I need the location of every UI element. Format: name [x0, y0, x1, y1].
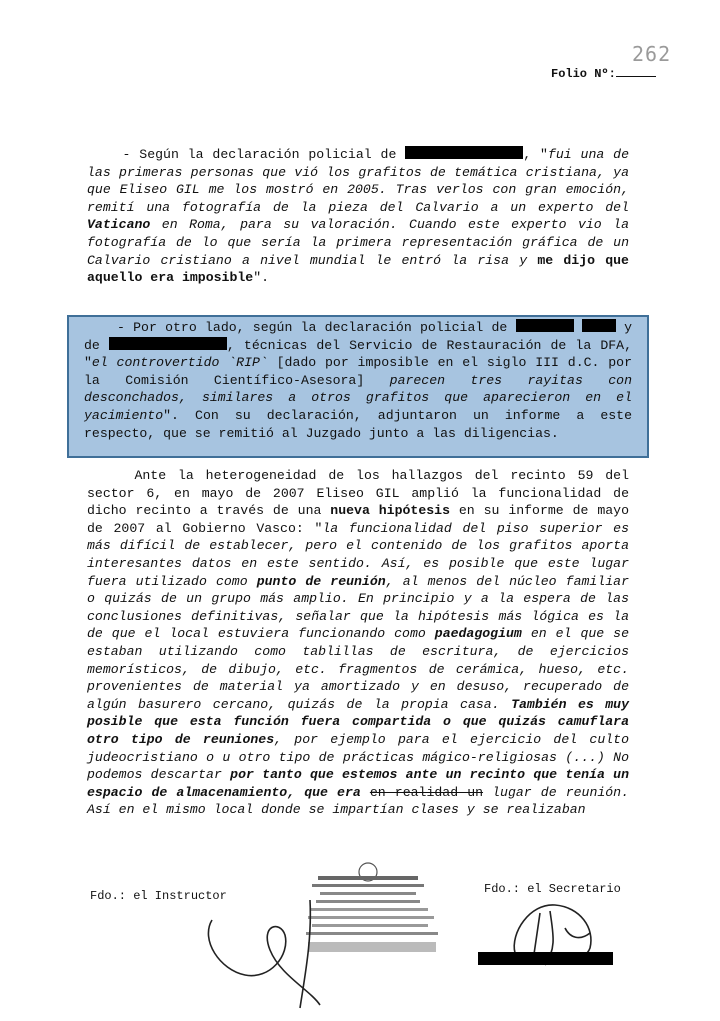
paragraph-2: - Por otro lado, según la declaración policial de y de , técnicas del Servicio de Restauración de la DFA, "el controvertido `RIP` [dado por imposible en el siglo III d.C. por la Comisión Científico-Asesora] parecen tres rayitas con desconchados, similares a otros grafitos que aparecieron en el yacimiento". Con su declaración, adjuntaron un informe a este respecto, que se remitió al Juzgado junto a las diligencias. — [84, 320, 633, 441]
secretary-signature-label: Fdo.: el Secretario — [484, 882, 621, 896]
redaction-bar — [405, 146, 523, 159]
instructor-signature-label: Fdo.: el Instructor — [90, 889, 227, 903]
paragraph-1: - Según la declaración policial de , "fui una de las primeras personas que vió los grafitos de temática cristiana, ya que Eliseo GIL me los mostró en 2005. Tras verlos con gran emoción, remití una fotografía de la pieza del Calvario a un experto del Vaticano en Roma, para su valoración. Cuando este experto vio la fotografía de lo que sería la primera representación gráfica de un Calvario cristiano a nivel mundial le entró la risa y me dijo que aquello era imposible". — [87, 147, 629, 286]
redaction-bar — [109, 337, 227, 350]
page-number: 262 — [632, 42, 672, 66]
folio-label: Folio Nº: — [551, 66, 656, 81]
instructor-signature — [200, 880, 360, 1010]
paragraph-3: Ante la heterogeneidad de los hallazgos del recinto 59 del sector 6, en mayo de 2007 Eliseo GIL amplió la funcionalidad de dicho recinto a través de una nueva hipótesis en su informe de mayo de 2007 al Gobierno Vasco: "la funcionalidad del piso superior es más difícil de establecer, pero el contenido de los grafitos aporta interesantes datos en este sentido. Así, es posible que este lugar fuera utilizado como punto de reunión, al menos del núcleo familiar o quizás de un grupo más amplio. En principio y a la espera de las conclusiones definitivas, señalar que la hipótesis más lógica es la de que el local estuviera funcionando como paedagogium en el que se estaban utilizando como tablillas de escritura, de ejercicios memorísticos, de dibujo, etc. fragmentos de cerámica, hueso, etc. provenientes de material ya amortizado y en desuso, recuperado de algún basurero cercano, quizás de la propia casa. También es muy posible que esta función fuera compartida o que quizás camuflara otro tipo de reuniones, por ejemplo para el ejercicio del culto judeocristiano o u otro tipo de prácticas mágico-religiosas (...) No podemos descartar por tanto que estemos ante un recinto que tenía un espacio de almacenamiento, que era en realidad un lugar de reunión. Así en el mismo local donde se impartían clases y se realizaban — [87, 468, 630, 818]
redaction-bar — [582, 319, 616, 332]
redaction-bar — [478, 952, 613, 965]
redaction-bar — [516, 319, 574, 332]
